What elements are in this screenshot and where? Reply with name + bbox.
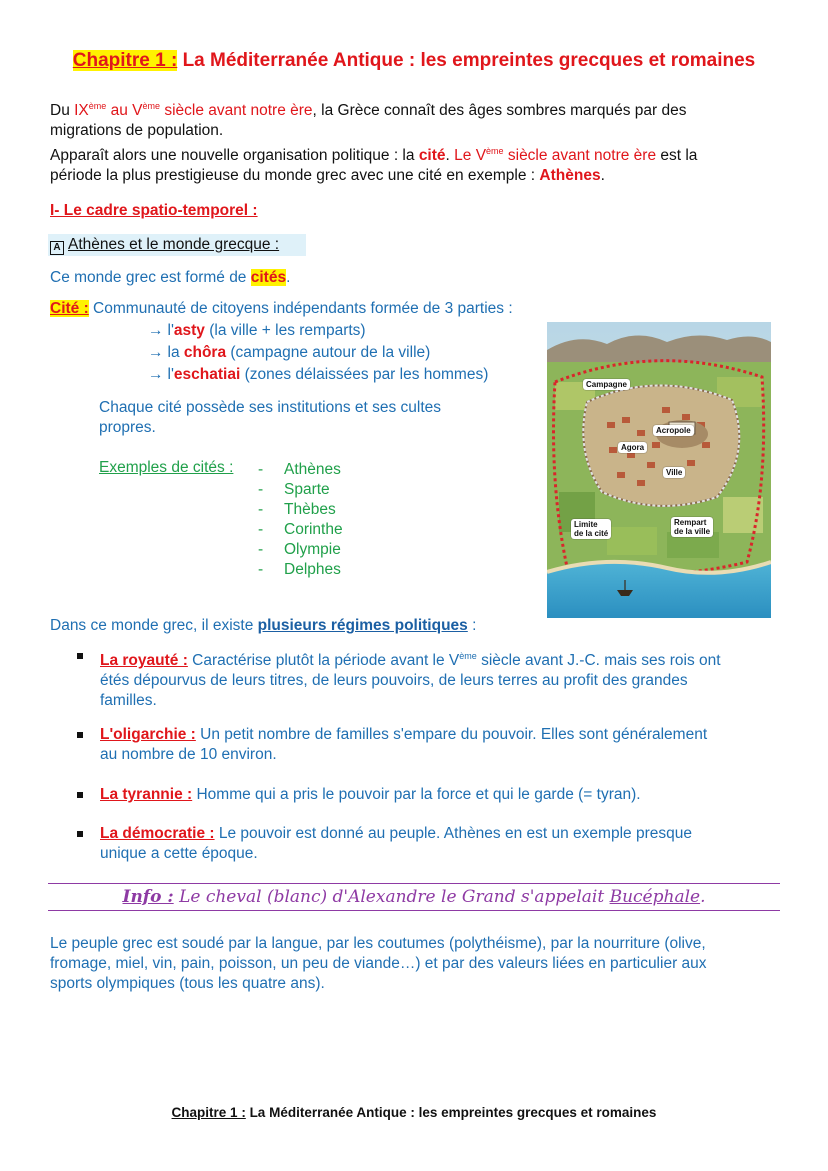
intro-text: Apparaît alors une nouvelle organisation politique : la — [50, 147, 419, 165]
map-label-rempart: Rempart de la ville — [671, 517, 713, 537]
bullet-icon — [77, 653, 83, 659]
subsection-letter: A — [50, 241, 64, 255]
examples-label: Exemples de cités : — [99, 459, 234, 476]
list-item: - Sparte — [258, 481, 330, 498]
regime-democratie: La démocratie : Le pouvoir est donné au peuple. Athènes en est un exemple presque unique a cette époque. — [100, 824, 790, 864]
cite-term: Cité : — [50, 300, 89, 317]
keyword-cite: cité — [418, 147, 446, 165]
map-label-acropole: Acropole — [653, 425, 694, 436]
map-label-limite: Limite de la cité — [571, 519, 611, 539]
intro-text: , la Grèce connaît des âges sombres marqués par des — [312, 102, 687, 120]
intro-date: IXème au Vème siècle avant notre ère — [74, 101, 313, 120]
info-horse-name: Bucéphale — [609, 887, 701, 907]
bullet-icon — [77, 732, 83, 738]
footer-title: La Méditerranée Antique : les empreintes grecques et romaines — [245, 1105, 657, 1120]
map-label-ville: Ville — [663, 467, 685, 478]
cite-part-item: → l'eschatiai (zones délaissées par les hommes) — [148, 366, 489, 383]
regimes-intro: Dans ce monde grec, il existe plusieurs régimes politiques : — [50, 617, 477, 634]
cite-parts-list — [148, 320, 488, 386]
regime-tyrannie: La tyrannie : Homme qui a pris le pouvoir par la force et qui le garde (= tyran). — [100, 785, 790, 805]
cite-definition — [50, 299, 513, 319]
regime-oligarchie: L'oligarchie : Un petit nombre de familles s'empare du pouvoir. Elles sont généralement au nombre de 10 environ. — [100, 725, 790, 765]
map-label-agora: Agora — [618, 442, 647, 453]
list-item: - Athènes — [258, 461, 341, 478]
list-item: - Olympie — [258, 541, 341, 558]
section-heading: I- Le cadre spatio-temporel : — [50, 202, 258, 219]
info-label: Info : — [122, 887, 174, 907]
page-footer — [0, 1105, 828, 1120]
cite-part-item: → la chôra (campagne autour de la ville) — [148, 344, 431, 361]
arrow-icon: → — [148, 344, 164, 361]
chapter-title: La Méditerranée Antique : les empreintes grecques et romaines — [177, 50, 756, 71]
bullet-icon — [77, 792, 83, 798]
arrow-icon: → — [148, 366, 164, 383]
arrow-icon: → — [148, 322, 164, 339]
keyword-athenes: Athènes — [539, 167, 601, 185]
intro-date: Le Vème siècle avant notre ère — [454, 146, 657, 165]
keyword-cites: cités — [250, 269, 287, 286]
greek-world-line: Ce monde grec est formé de cités. — [50, 269, 291, 286]
list-item: - Thèbes — [258, 501, 336, 518]
intro-text: Du — [50, 102, 75, 120]
page-title — [0, 50, 828, 72]
greek-city-map — [547, 322, 771, 618]
regime-royaute: La royauté : Caractérise plutôt la période avant le Vème siècle avant J.-C. mais ses rois ont étés dépourvus de leurs titres, de leurs pouvoirs, de leurs terres au profit des grandes familles. — [100, 646, 790, 711]
subsection-a — [48, 234, 306, 256]
cite-part-item: → l'asty (la ville + les remparts) — [148, 322, 366, 339]
intro-paragraph: Du IXème au Vème siècle avant notre ère, la Grèce connaît des âges sombres marqués par des migrations de population. Apparaît alors une nouvelle organisation politique : la cité. Le Vème siècle avant notre ère est la période la plus prestigieuse du monde grec avec une cité en exemple : Athènes. — [50, 96, 790, 186]
examples-list — [258, 460, 343, 580]
city-map-illustration — [547, 322, 771, 618]
institutions-text: Chaque cité possède ses institutions et ses cultes propres. — [99, 399, 442, 436]
bullet-icon — [77, 831, 83, 837]
info-text: Le cheval (blanc) d'Alexandre le Grand s'appelait — [173, 887, 610, 907]
subsection-title: Athènes et le monde grecque : — [68, 236, 280, 253]
closing-paragraph: Le peuple grec est soudé par la langue, par les coutumes (polythéisme), par la nourriture (olive, fromage, miel, vin, pain, poisson, un peu de viande…) et par des valeurs liées en particulier aux sports olympiques (tous les quatre ans). — [50, 935, 707, 992]
info-box: Info : Le cheval (blanc) d'Alexandre le Grand s'appelait Bucéphale. — [48, 883, 780, 911]
intro-text: migrations de population. — [50, 122, 224, 140]
chapter-label: Chapitre 1 : — [72, 50, 178, 71]
regimes-keyword: plusieurs régimes politiques — [257, 617, 468, 634]
intro-text: période la plus prestigieuse du monde grec avec une cité en exemple : — [50, 167, 540, 185]
cite-def: Communauté de citoyens indépendants formée de 3 parties : — [88, 300, 513, 317]
list-item: - Delphes — [258, 561, 341, 578]
list-item: - Corinthe — [258, 521, 343, 538]
footer-chapter: Chapitre 1 : — [171, 1105, 246, 1120]
map-label-campagne: Campagne — [583, 379, 630, 390]
